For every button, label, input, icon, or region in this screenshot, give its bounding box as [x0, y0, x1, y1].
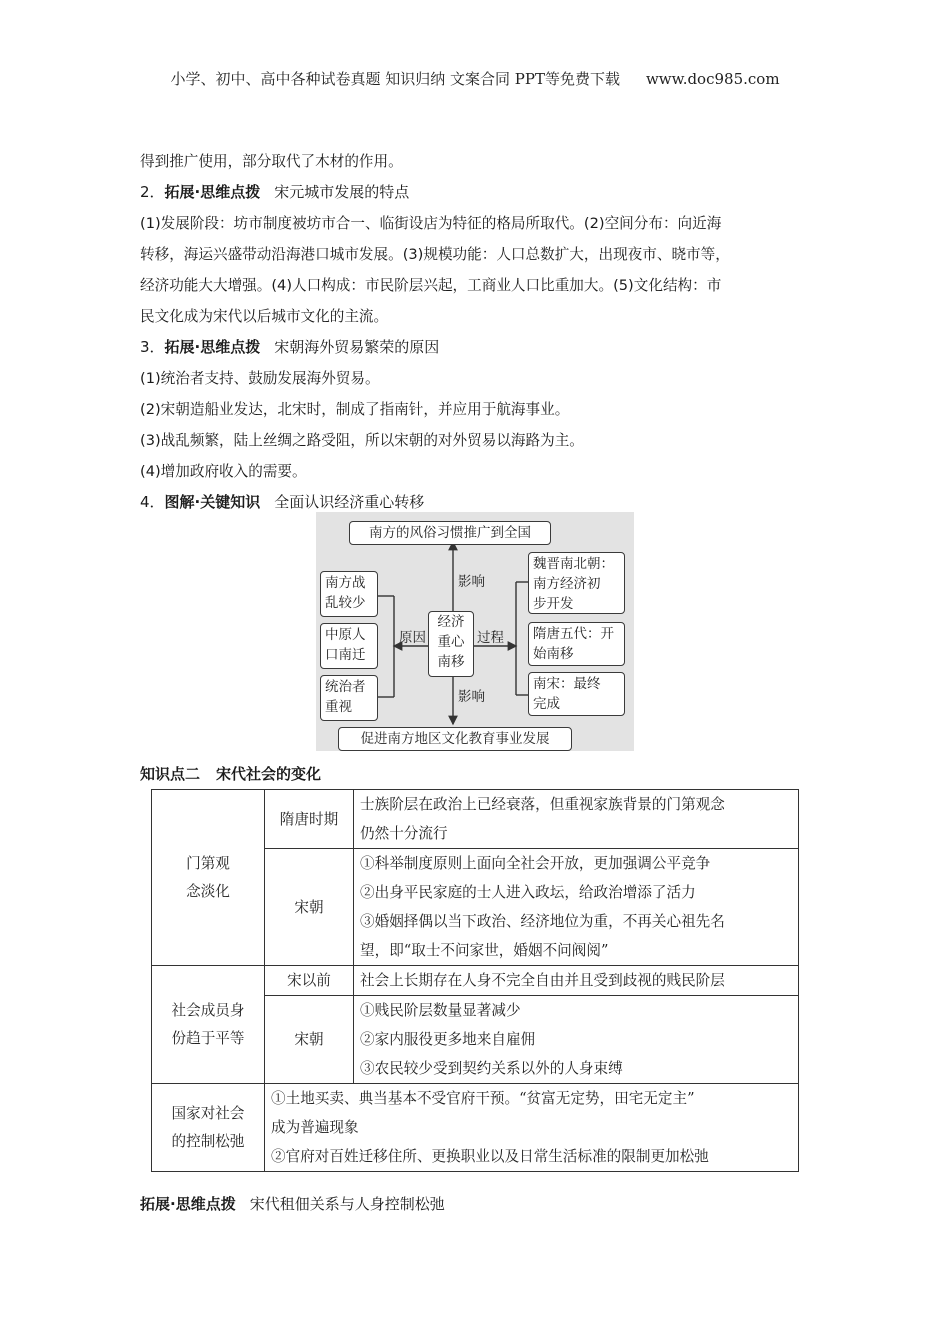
kp-title: 宋代社会的变化 — [216, 765, 322, 783]
content-cell — [354, 849, 799, 966]
period-cell: 宋朝 — [265, 849, 354, 966]
diagram-cause-box — [320, 675, 378, 721]
cell-line: ②官府对百姓迁移住所、更换职业以及日常生活标准的限制更加松弛 — [271, 1148, 709, 1165]
label-process: 过程 — [477, 630, 504, 646]
diagram-center-box — [428, 611, 474, 677]
kp-number: 知识点二 — [140, 765, 201, 783]
process-line: 隋唐五代：开 — [533, 626, 614, 642]
cell-line: 的控制松弛 — [171, 1132, 245, 1150]
social-change-table — [151, 789, 799, 1172]
section-title: 宋朝海外贸易繁荣的原因 — [274, 338, 440, 356]
process-line: 魏晋南北朝： — [533, 556, 614, 572]
label-effect-up: 影响 — [458, 574, 485, 590]
period-cell: 隋唐时期 — [265, 790, 354, 849]
section-heading-3 — [140, 332, 816, 363]
cell-line: ①贱民阶层数量显著减少 — [360, 1002, 521, 1019]
section-number: 4． — [140, 493, 165, 511]
cell-line: 国家对社会 — [171, 1104, 245, 1122]
knowledge-point-title — [140, 763, 321, 784]
cell-line: 望，即“取士不问家世，婚姻不问阀阅” — [360, 942, 609, 959]
section-number: 3． — [140, 338, 165, 356]
process-line: 南宋：最终 — [533, 676, 601, 692]
section-title: 宋元城市发展的特点 — [274, 183, 410, 201]
paragraph-line: (1)发展阶段：坊市制度被坊市合一、临街设店为特征的格局所取代。(2)空间分布：向近海 — [140, 215, 722, 232]
period-cell: 宋以前 — [265, 966, 354, 996]
content-cell — [354, 790, 799, 849]
center-line: 重心 — [437, 634, 465, 650]
table-row — [152, 790, 799, 849]
label-effect-down: 影响 — [458, 689, 485, 705]
section-tag: 拓展·思维点拨 — [140, 1195, 236, 1213]
cause-line: 统治者 — [325, 679, 366, 695]
section-heading-2 — [140, 177, 816, 208]
cause-line: 南方战 — [325, 575, 366, 591]
cell-line: 念淡化 — [186, 882, 230, 900]
table-row — [152, 1084, 799, 1172]
content-cell — [354, 966, 799, 996]
process-line: 步开发 — [533, 596, 574, 612]
cell-line: 门第观 — [186, 854, 230, 872]
cell-line: 仍然十分流行 — [360, 825, 448, 842]
list-item: (3)战乱频繁，陆上丝绸之路受阻，所以宋朝的对外贸易以海路为主。 — [140, 432, 584, 449]
center-line: 经济 — [437, 614, 465, 630]
economic-center-diagram — [316, 512, 634, 751]
diagram-process-box — [528, 622, 625, 666]
process-line: 完成 — [533, 696, 560, 712]
diagram-top-box: 南方的风俗习惯推广到全国 — [349, 521, 551, 545]
cell-line: 社会成员身 — [171, 1001, 245, 1019]
category-cell — [152, 1084, 265, 1172]
cell-line: ③婚姻择偶以当下政治、经济地位为重，不再关心祖先名 — [360, 913, 725, 930]
cell-line: ①科举制度原则上面向全社会开放，更加强调公平竞争 — [360, 855, 711, 872]
cell-line: ①土地买卖、典当基本不受官府干预。“贫富无定势，田宅无定主” — [271, 1090, 695, 1107]
process-line: 南方经济初 — [533, 576, 601, 592]
section-tag: 拓展·思维点拨 — [164, 338, 261, 356]
diagram-cause-box — [320, 623, 378, 669]
section-tag: 图解·关键知识 — [164, 493, 261, 511]
table-row — [152, 966, 799, 996]
section-heading-footer — [140, 1193, 445, 1214]
cell-line: ③农民较少受到契约关系以外的人身束缚 — [360, 1060, 623, 1077]
period-cell: 宋朝 — [265, 996, 354, 1084]
cell-line: 份趋于平等 — [171, 1029, 245, 1047]
category-cell — [152, 966, 265, 1084]
section-title: 宋代租佃关系与人身控制松弛 — [249, 1195, 445, 1213]
section-tag: 拓展·思维点拨 — [164, 183, 261, 201]
paragraph-line: 民文化成为宋代以后城市文化的主流。 — [140, 308, 389, 325]
section-title: 全面认识经济重心转移 — [274, 493, 425, 511]
cause-line: 乱较少 — [325, 595, 366, 611]
cause-line: 口南迁 — [325, 647, 366, 663]
paragraph-line: 转移，海运兴盛带动沿海港口城市发展。(3)规模功能：人口总数扩大，出现夜市、晓市等， — [140, 246, 730, 263]
diagram-process-box — [528, 672, 625, 716]
header-left: 小学、初中、高中各种试卷真题 知识归纳 文案合同 PPT等免费下载 — [170, 70, 620, 88]
center-line: 南移 — [437, 654, 465, 670]
diagram-cause-box — [320, 571, 378, 617]
list-item: (4)增加政府收入的需要。 — [140, 463, 307, 480]
list-item: (2)宋朝造船业发达，北宋时，制成了指南针，并应用于航海事业。 — [140, 401, 570, 418]
page-header — [0, 68, 950, 89]
cell-line: ②家内服役更多地来自雇佣 — [360, 1031, 536, 1048]
content-cell — [354, 996, 799, 1084]
process-line: 始南移 — [533, 646, 574, 662]
content-cell — [265, 1084, 799, 1172]
section-number: 2． — [140, 183, 165, 201]
cell-line: 成为普遍现象 — [271, 1119, 359, 1136]
main-content — [140, 146, 816, 518]
paragraph: 得到推广使用，部分取代了木材的作用。 — [140, 153, 403, 170]
header-url: www.doc985.com — [645, 70, 780, 88]
cause-line: 中原人 — [325, 627, 366, 643]
paragraph-line: 经济功能大大增强。(4)人口构成：市民阶层兴起，工商业人口比重加大。(5)文化结构：市 — [140, 277, 722, 294]
list-item: (1)统治者支持、鼓励发展海外贸易。 — [140, 370, 380, 387]
cell-line: 社会上长期存在人身不完全自由并且受到歧视的贱民阶层 — [360, 972, 725, 989]
category-cell — [152, 790, 265, 966]
cell-line: ②出身平民家庭的士人进入政坛，给政治增添了活力 — [360, 884, 696, 901]
diagram-bottom-box: 促进南方地区文化教育事业发展 — [338, 727, 572, 751]
diagram-process-box — [528, 552, 625, 614]
cause-line: 重视 — [325, 699, 352, 715]
cell-line: 士族阶层在政治上已经衰落，但重视家族背景的门第观念 — [360, 796, 725, 813]
label-cause: 原因 — [399, 630, 426, 646]
